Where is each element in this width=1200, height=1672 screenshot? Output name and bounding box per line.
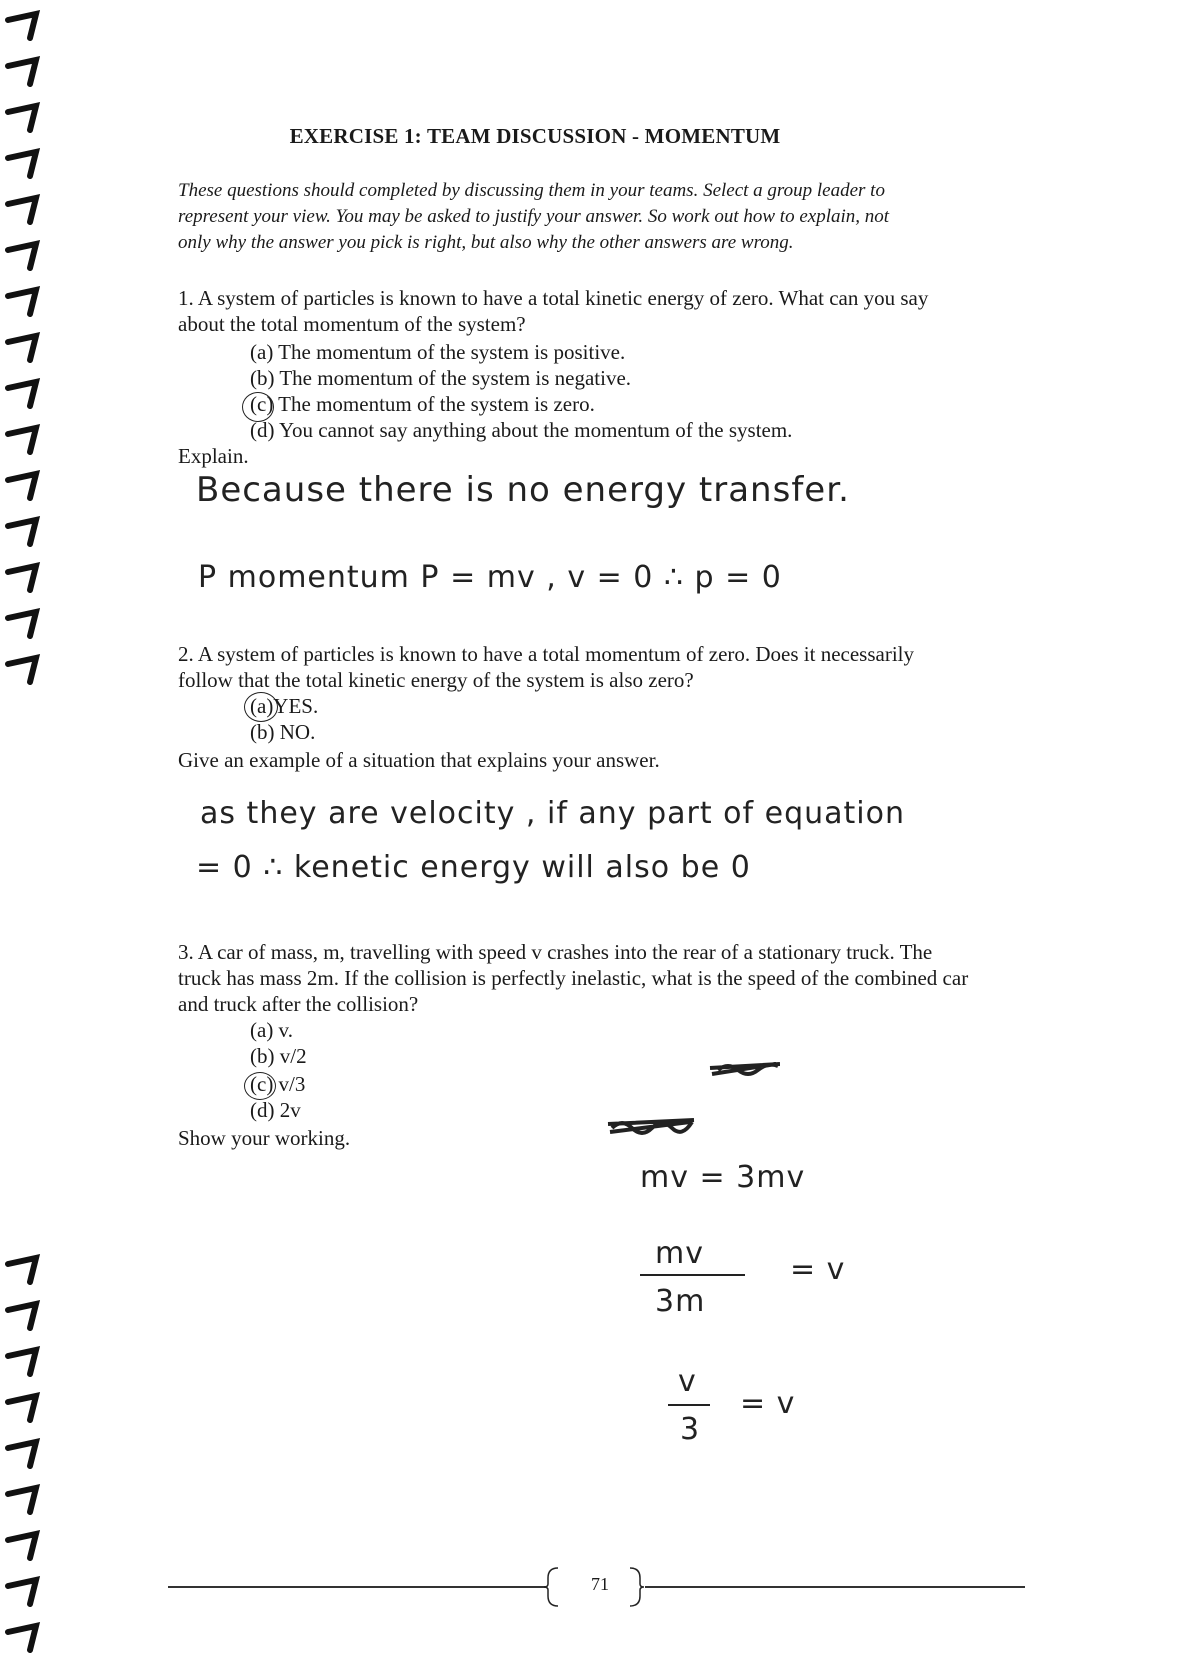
q1-option-b: (b) The momentum of the system is negative. [250,366,632,390]
q3-working-result: = v [790,1252,846,1287]
q3-working-equation: mv = 3mv [640,1160,806,1195]
q1-line: 1. A system of particles is known to have a total kinetic energy of zero. What can you say [178,286,929,310]
q2-handwritten-line-1: as they are velocity , if any part of equation [200,796,905,831]
q1-handwritten-line-2: P momentum P = mv , v = 0 ∴ p = 0 [198,560,782,595]
page-title: EXERCISE 1: TEAM DISCUSSION - MOMENTUM [289,124,781,148]
page-number: 71 [591,1574,609,1594]
q3-working-final: = v [740,1386,796,1421]
q3-option-c: (c) v/3 [250,1072,306,1096]
q1-option-c: (c) The momentum of the system is zero. [250,392,595,416]
q3-line: and truck after the collision? [178,992,419,1016]
intro-line: represent your view. You may be asked to justify your answer. So work out how to explain, not [178,206,890,227]
q1-option-d: (d) You cannot say anything about the momentum of the system. [250,418,793,442]
q2-answer-circle [244,692,278,722]
q2-handwritten-line-2: = 0 ∴ kenetic energy will also be 0 [196,850,751,885]
spiral-binding [0,0,60,1672]
footer-rule-right [645,1586,1025,1588]
q3-option-b: (b) v/2 [250,1044,307,1068]
q3-option-d: (d) 2v [250,1098,301,1122]
q1-handwritten-line-1: Because there is no energy transfer. [196,470,850,510]
q2-line: follow that the total kinetic energy of the system is also zero? [178,668,694,692]
q3-fraction-bar-2 [668,1404,710,1406]
q3-working-numerator-2: v [678,1364,697,1399]
q3-fraction-bar [640,1274,745,1276]
q3-working-numerator: mv [655,1236,704,1271]
q2-line: 2. A system of particles is known to have a total momentum of zero. Does it necessarily [178,642,915,666]
q3-option-a: (a) v. [250,1018,293,1042]
q3-working-denominator: 3m [655,1284,706,1319]
intro-line: only why the answer you pick is right, but also why the other answers are wrong. [178,232,794,253]
crossed-out-scribble [600,1050,780,1150]
q1-line: about the total momentum of the system? [178,312,526,336]
q3-working-denominator-2: 3 [680,1412,701,1447]
q2-prompt: Give an example of a situation that explains your answer. [178,748,660,772]
q1-option-a: (a) The momentum of the system is positive. [250,340,626,364]
footer-rule-left [168,1586,546,1588]
q3-answer-circle [244,1072,276,1100]
q3-line: truck has mass 2m. If the collision is perfectly inelastic, what is the speed of the combined car [178,966,969,990]
q1-prompt: Explain. [178,444,249,468]
q3-line: 3. A car of mass, m, travelling with speed v crashes into the rear of a stationary truck. The [178,940,933,964]
intro-line: These questions should completed by discussing them in your teams. Select a group leader to [178,180,885,201]
q2-option-a: (a)YES. [250,694,319,718]
q3-prompt: Show your working. [178,1126,351,1150]
q2-option-b: (b) NO. [250,720,316,744]
